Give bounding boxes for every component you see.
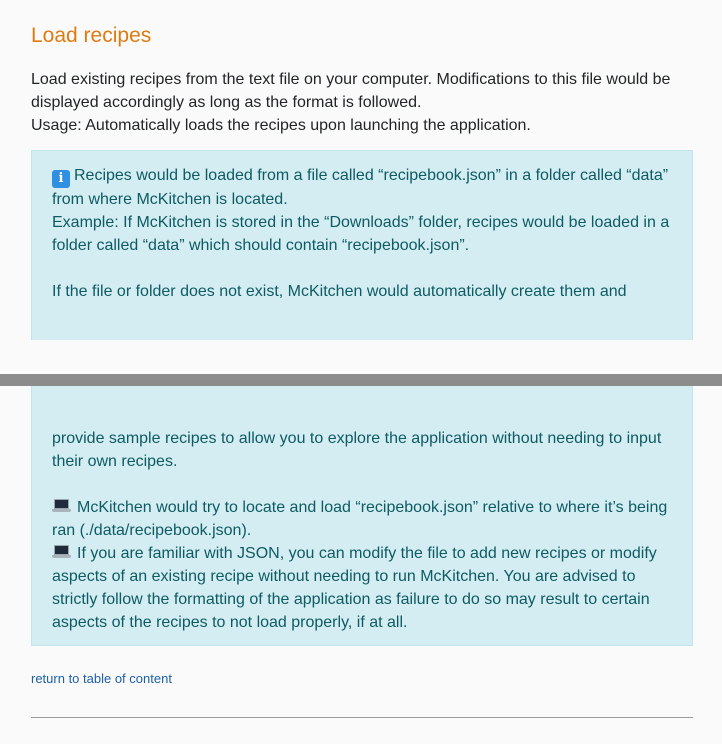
- info-line: from where McKitchen is located.: [52, 191, 288, 208]
- info-line: their own recipes.: [52, 453, 178, 470]
- info-line: aspects of an existing recipe without needing to run McKitchen. You are advised to: [52, 568, 636, 585]
- info-line: ran (./data/recipebook.json).: [52, 522, 252, 539]
- intro-line: Load existing recipes from the text file on your computer. Modifications to this file would be: [31, 71, 671, 88]
- section-intro: [31, 68, 699, 137]
- info-note-relative-path: [52, 496, 672, 634]
- intro-line: displayed accordingly as long as the format is followed.: [31, 94, 422, 111]
- info-box-top: [31, 150, 693, 340]
- information-source-icon: i: [52, 170, 70, 188]
- return-to-toc-link[interactable]: return to table of content: [31, 671, 172, 686]
- laptop-icon: [52, 545, 71, 559]
- info-line: If the file or folder does not exist, McKitchen would automatically create them and: [52, 283, 627, 300]
- info-line: provide sample recipes to allow you to explore the application without needing to input: [52, 430, 662, 447]
- info-line: aspects of the recipes to not load properly, if at all.: [52, 614, 408, 631]
- page-break-divider: [0, 374, 722, 386]
- info-line: Example: If McKitchen is stored in the “Downloads” folder, recipes would be loaded in a: [52, 214, 670, 231]
- horizontal-rule: [31, 717, 693, 718]
- info-box-continued: [31, 386, 693, 646]
- info-paragraph-missing-file: [52, 280, 672, 303]
- info-line: folder called “data” which should contain “recipebook.json”.: [52, 237, 470, 254]
- page-bottom: [0, 386, 722, 744]
- intro-line: Usage: Automatically loads the recipes upon launching the application.: [31, 117, 531, 134]
- info-line: strictly follow the formatting of the application as failure to do so may result to certain: [52, 591, 650, 608]
- info-line: McKitchen would try to locate and load “recipebook.json” relative to where it’s being: [77, 499, 668, 516]
- laptop-icon: [52, 499, 71, 513]
- section-heading: Load recipes: [31, 24, 152, 47]
- info-line: If you are familiar with JSON, you can modify the file to add new recipes or modify: [77, 545, 657, 562]
- info-line: Recipes would be loaded from a file called “recipebook.json” in a folder called “data”: [74, 167, 669, 184]
- info-paragraph-missing-file-continued: [52, 427, 672, 473]
- info-paragraph-location: [52, 164, 672, 257]
